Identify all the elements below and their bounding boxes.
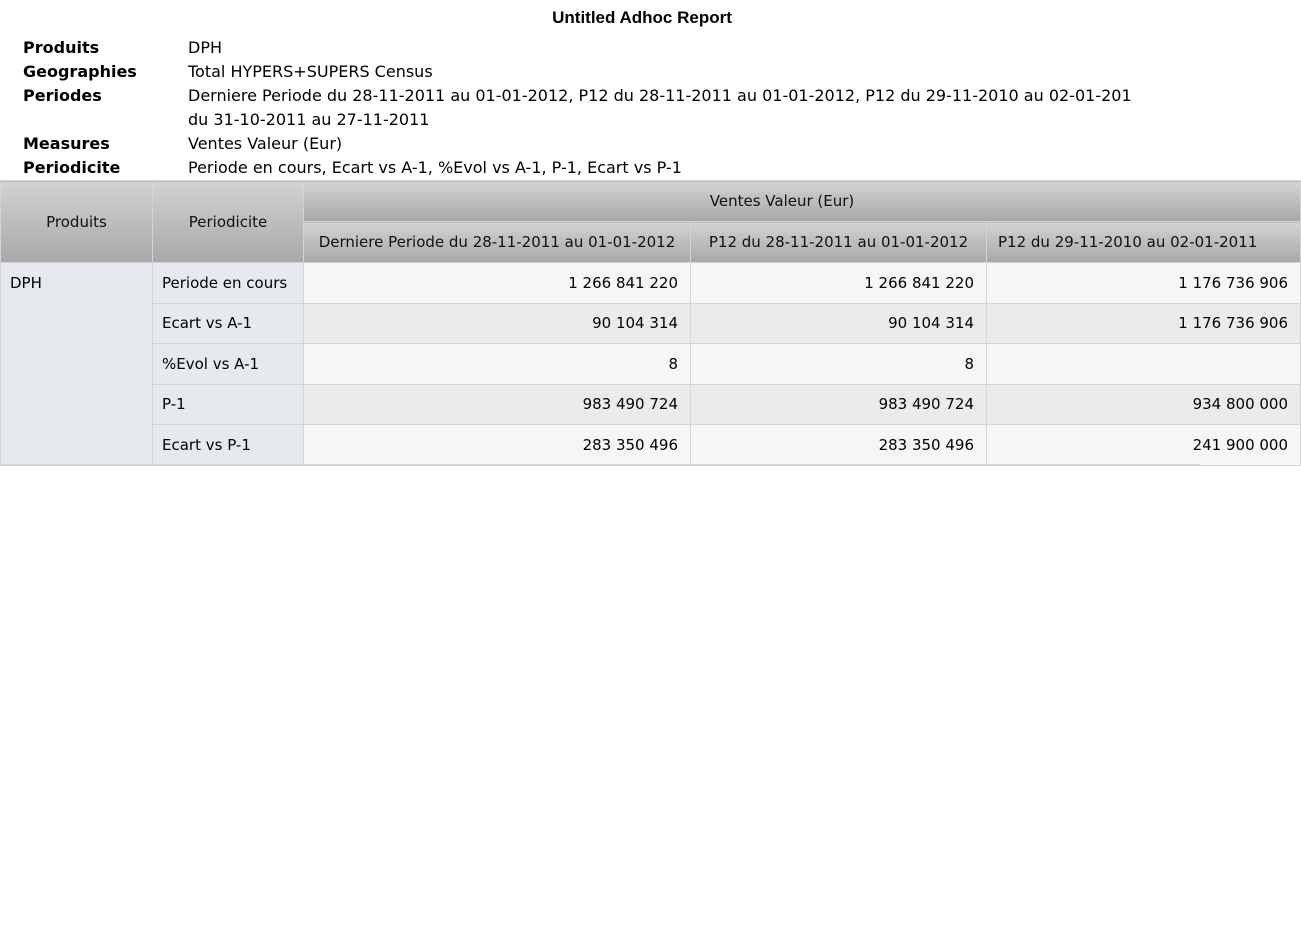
header-produits[interactable]: Produits (1, 181, 153, 263)
header-periodicite[interactable]: Periodicite (153, 181, 304, 263)
report-title: Untitled Adhoc Report (552, 8, 732, 27)
value-cell: 283 350 496 (304, 425, 691, 466)
filter-geographies (23, 60, 1200, 84)
table-bottom-border (0, 464, 1200, 466)
value-cell: 90 104 314 (691, 303, 987, 344)
filter-value: DPH (188, 38, 222, 57)
filter-periodicite (23, 156, 1200, 180)
periodicite-cell: Ecart vs A-1 (153, 303, 304, 344)
table-row (1, 344, 1301, 385)
header-period-1[interactable]: Derniere Periode du 28-11-2011 au 01-01-2012 (304, 222, 691, 263)
value-cell: 8 (304, 344, 691, 385)
periodicite-cell: P-1 (153, 384, 304, 425)
filter-label: Produits (23, 38, 100, 57)
filter-measures (23, 132, 1200, 156)
product-cell[interactable]: DPH (1, 263, 153, 466)
filter-value: Total HYPERS+SUPERS Census (188, 62, 433, 81)
value-cell: 8 (691, 344, 987, 385)
filter-value-line-1: Derniere Periode du 28-11-2011 au 01-01-2012, P12 du 28-11-2011 au 01-01-2012, P12 du 29-11-2010 au 02-01-201 (188, 86, 1132, 105)
filter-value: Ventes Valeur (Eur) (188, 134, 343, 153)
value-cell: 983 490 724 (304, 384, 691, 425)
header-period-3[interactable]: P12 du 29-11-2010 au 02-01-2011 (987, 222, 1301, 263)
value-cell (987, 344, 1301, 385)
value-cell: 1 266 841 220 (304, 263, 691, 304)
table-row (1, 303, 1301, 344)
table-row (1, 263, 1301, 304)
value-cell: 983 490 724 (691, 384, 987, 425)
header-measure[interactable] (304, 181, 1301, 222)
value-cell: 90 104 314 (304, 303, 691, 344)
filter-label: Geographies (23, 62, 137, 81)
report-table-container[interactable] (0, 180, 1289, 467)
table-row (1, 384, 1301, 425)
value-cell: 241 900 000 (987, 425, 1301, 466)
header-period-2[interactable]: P12 du 28-11-2011 au 01-01-2012 (691, 222, 987, 263)
value-cell: 1 176 736 906 (987, 263, 1301, 304)
periodicite-cell: %Evol vs A-1 (153, 344, 304, 385)
header-measure-label: Ventes Valeur (Eur) (709, 192, 855, 210)
periodicite-cell: Periode en cours (153, 263, 304, 304)
value-cell: 1 266 841 220 (691, 263, 987, 304)
filter-value: Periode en cours, Ecart vs A-1, %Evol vs A-1, P-1, Ecart vs P-1 (188, 158, 682, 177)
report-filters (23, 36, 1200, 180)
filter-label: Periodes (23, 86, 102, 105)
periodicite-cell: Ecart vs P-1 (153, 425, 304, 466)
filter-periodes (23, 84, 1200, 132)
report-table (0, 180, 1301, 466)
filter-label: Periodicite (23, 158, 121, 177)
filter-value-line-2: du 31-10-2011 au 27-11-2011 (188, 110, 430, 129)
filter-label: Measures (23, 134, 110, 153)
value-cell: 1 176 736 906 (987, 303, 1301, 344)
filter-produits (23, 36, 1200, 60)
value-cell: 283 350 496 (691, 425, 987, 466)
value-cell: 934 800 000 (987, 384, 1301, 425)
filter-value (188, 84, 1132, 132)
table-row (1, 425, 1301, 466)
